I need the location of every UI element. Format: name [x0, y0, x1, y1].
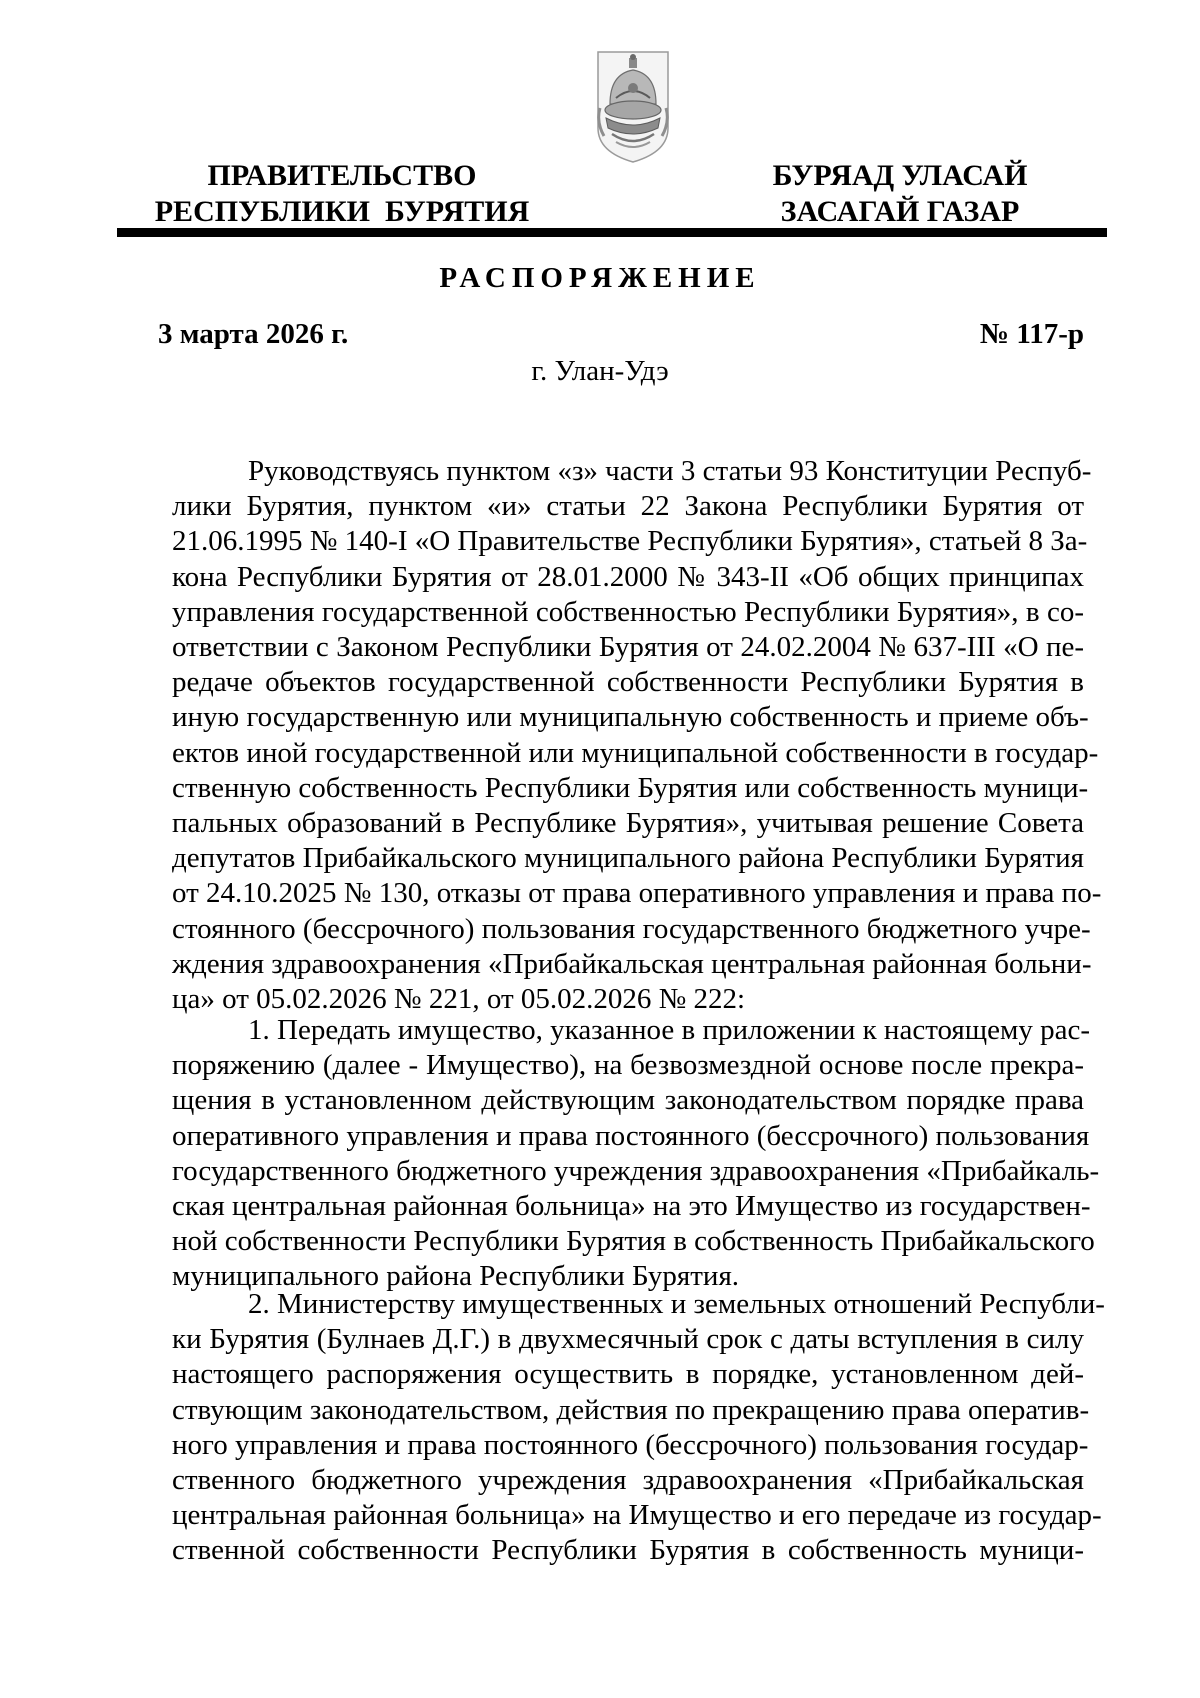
document-date: 3 марта 2026 г. [158, 318, 349, 350]
text-line: 2. Министерству имущественных и земельных отношений Республи- [248, 1288, 1105, 1320]
text-line: управления государственной собственностью Республики Бурятия», в со- [172, 595, 1084, 628]
header-divider [117, 228, 1107, 237]
text-line: ждения здравоохранения «Прибайкальская центральная районная больни- [172, 947, 1092, 980]
document-type: РАСПОРЯЖЕНИЕ [439, 262, 761, 294]
item-1-paragraph [172, 1013, 1100, 1295]
text-line: настоящего распоряжения осуществить в порядке, установленном дей- [172, 1358, 1084, 1391]
text-line: Руководствуясь пунктом «з» части 3 статьи 93 Конституции Респуб- [248, 455, 1092, 487]
text-line: ская центральная районная больница» на это Имущество из государствен- [172, 1190, 1091, 1223]
org-name-buryat-line1: БУРЯАД УЛАСАЙ [772, 159, 1028, 192]
text-line: 21.06.1995 № 140-I «О Правительстве Республики Бурятия», статьей 8 За- [172, 525, 1088, 558]
text-line: редаче объектов государственной собственности Республики Бурятия в [172, 666, 1084, 699]
item-2-paragraph [172, 1287, 1105, 1569]
text-line: ного управления и права постоянного (бессрочного) пользования государ- [172, 1428, 1089, 1461]
text-line: муниципального района Республики Бурятия. [172, 1260, 740, 1293]
org-name-russian-line2: РЕСПУБЛИКИ БУРЯТИЯ [154, 195, 530, 228]
text-line: ствующим законодательством, действия по прекращению права оператив- [172, 1393, 1090, 1426]
org-name-russian-line1: ПРАВИТЕЛЬСТВО [207, 159, 477, 192]
text-line: лики Бурятия, пунктом «и» статьи 22 Закона Республики Бурятия от [172, 490, 1084, 523]
document-number: № 117-р [979, 318, 1084, 350]
text-line: ственную собственность Республики Бурятия или собственность муници- [172, 771, 1089, 804]
text-line: пальных образований в Республике Бурятия», учитывая решение Совета [172, 807, 1084, 840]
org-name-buryat [730, 158, 1070, 230]
text-line: ственного бюджетного учреждения здравоохранения «Прибайкальская [172, 1464, 1084, 1497]
text-line: депутатов Прибайкальского муниципального района Республики Бурятия [172, 842, 1084, 875]
text-line: ектов иной государственной или муниципальной собственности в государ- [172, 736, 1099, 769]
text-line: 1. Передать имущество, указанное в приложении к настоящему рас- [248, 1014, 1090, 1046]
text-line: щения в установленном действующим законодательством порядке права [172, 1084, 1084, 1117]
coat-of-arms-icon [592, 48, 674, 166]
text-line: ной собственности Республики Бурятия в собственность Прибайкальского [172, 1225, 1095, 1258]
text-line: ца» от 05.02.2026 № 221, от 05.02.2026 № 222: [172, 983, 746, 1016]
text-line: иную государственную или муниципальную собственность и приеме объ- [172, 701, 1089, 734]
text-line: центральная районная больница» на Имущество и его передаче из государ- [172, 1499, 1102, 1532]
text-line: оперативного управления и права постоянного (бессрочного) пользования [172, 1119, 1090, 1152]
text-line: стоянного (бессрочного) пользования государственного бюджетного учре- [172, 912, 1091, 945]
text-line: ответствии с Законом Республики Бурятия от 24.02.2004 № 637-III «О пе- [172, 631, 1084, 664]
text-line: кона Республики Бурятия от 28.01.2000 № 343-II «Об общих принципах [172, 560, 1084, 593]
text-line: поряжению (далее - Имущество), на безвозмездной основе после прекра- [172, 1049, 1084, 1082]
org-name-russian [142, 158, 542, 230]
text-line: ки Бурятия (Булнаев Д.Г.) в двухмесячный срок с даты вступления в силу [172, 1323, 1084, 1356]
org-name-buryat-line2: ЗАСАГАЙ ГАЗАР [780, 195, 1020, 228]
document-city: г. Улан-Удэ [531, 355, 669, 387]
preamble-paragraph [172, 454, 1102, 1017]
text-line: государственного бюджетного учреждения здравоохранения «Прибайкаль- [172, 1154, 1100, 1187]
text-line: от 24.10.2025 № 130, отказы от права оперативного управления и права по- [172, 877, 1102, 910]
text-line: ственной собственности Республики Бурятия в собственность муници- [172, 1534, 1084, 1567]
